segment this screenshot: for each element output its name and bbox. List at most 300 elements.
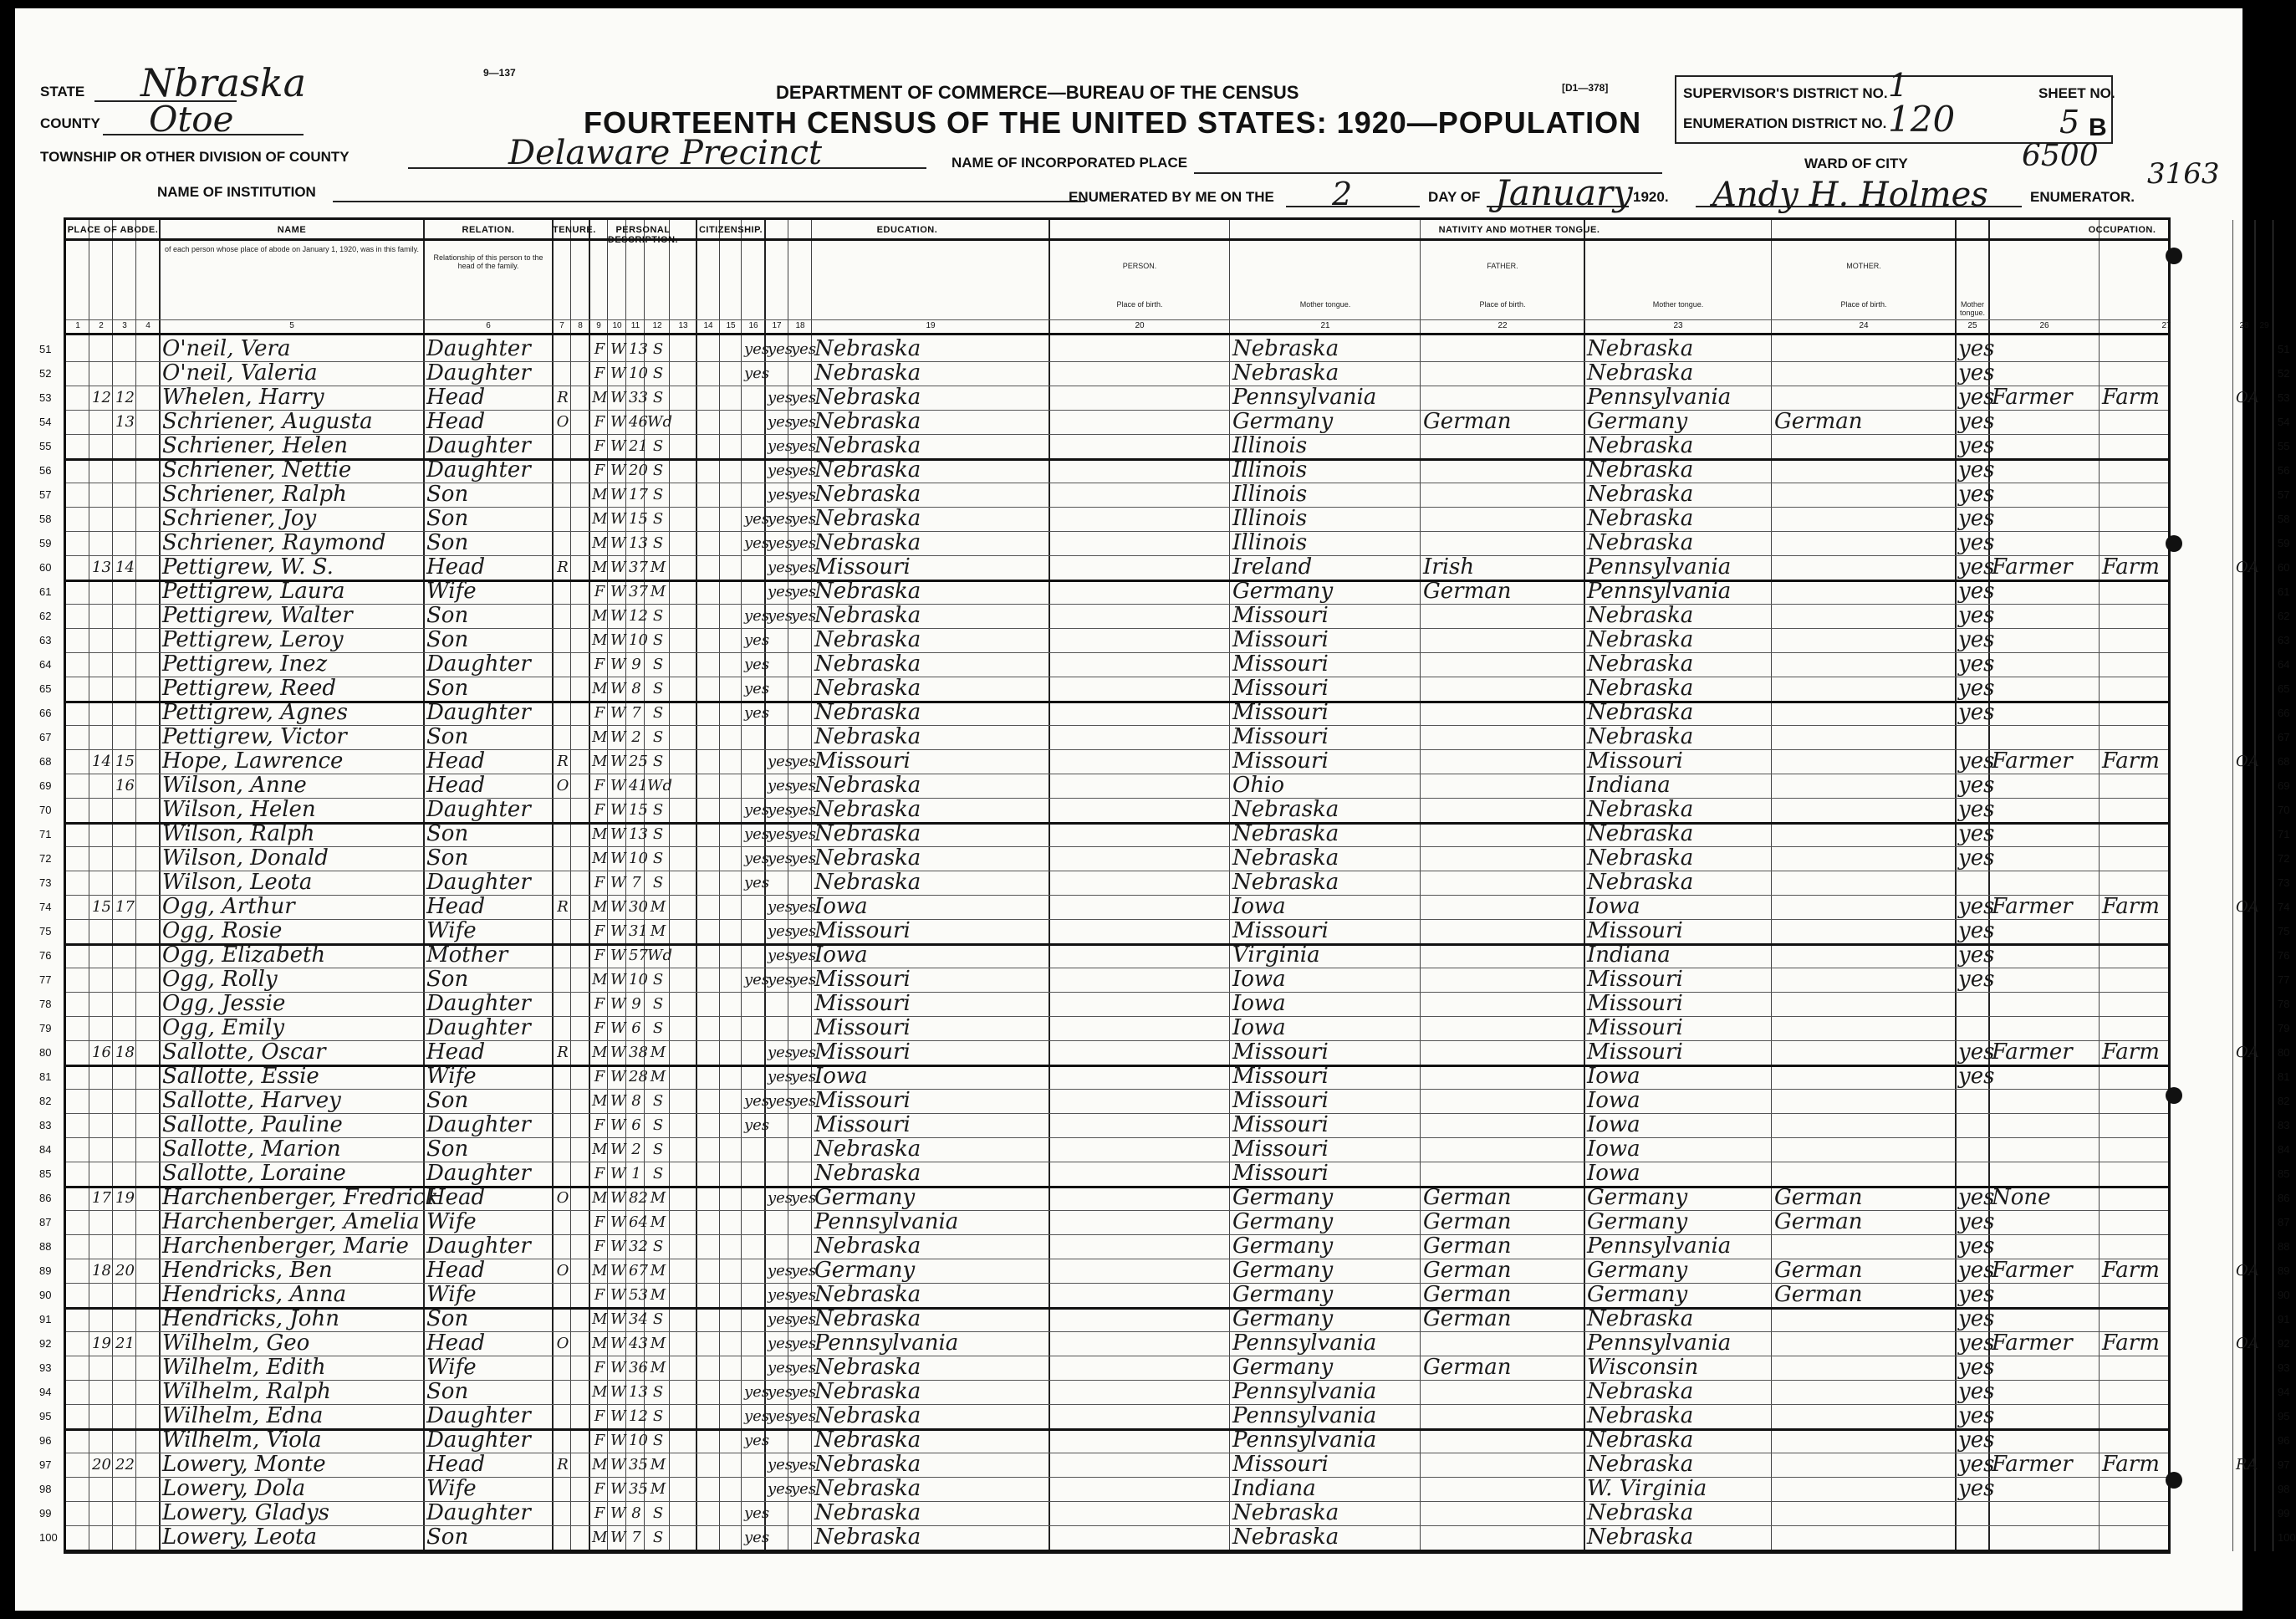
line-number: 95 [39,1410,52,1422]
cell-sex: F [594,1068,605,1085]
cell-read: yes [768,1310,793,1328]
cell-home: R [557,559,569,576]
cell-rel: Son [426,1136,469,1162]
column-group-header: CITIZENSHIP. [698,225,763,235]
line-number: 78 [2278,998,2290,1010]
cell-name: Schriener, Helen [162,433,348,458]
line-number: 65 [39,682,52,695]
cell-cls: OA [2236,1044,2259,1061]
cell-race: W [610,1213,626,1231]
cell-age: 10 [629,850,648,867]
cell-fpob: Pennsylvania [1232,385,1377,410]
cell-pob: Nebraska [814,821,921,846]
cell-name: Wilhelm, Geo [162,1330,310,1356]
cell-eng: yes [1958,1476,1995,1501]
cell-rel: Head [426,748,486,774]
census-year: 1920. [1633,189,1669,205]
cell-fpob: Missouri [1232,724,1329,749]
cell-pob: Nebraska [814,1136,921,1162]
cell-race: W [610,1116,626,1134]
cell-eng: yes [1958,506,1995,531]
table-row [39,530,2290,555]
cell-rel: Daughter [426,1233,531,1259]
cell-mar: S [652,753,664,770]
cell-rel: Daughter [426,360,531,386]
cell-race: W [610,1432,626,1449]
cell-sch: yes [744,631,770,649]
line-number: 67 [2278,731,2290,743]
cell-mar: S [652,995,664,1013]
binder-hole [2166,535,2182,552]
cell-mpob: Iowa [1587,1064,1640,1089]
table-row [39,1525,2296,1550]
cell-mpob: Germany [1587,1185,1688,1210]
cell-eng: yes [1958,1306,1995,1331]
cell-rel: Head [426,409,486,434]
township-value: Delaware Precinct [508,134,823,172]
mother-tongue-subheader: Mother tongue. [1299,300,1351,309]
cell-rel: Son [426,530,469,555]
line-number: 93 [39,1361,52,1374]
line-number: 51 [2278,343,2290,355]
line-number: 64 [39,658,52,671]
cell-fpob: Germany [1232,1233,1334,1259]
table-row [39,870,2290,895]
cell-name: Schriener, Ralph [162,482,347,507]
cell-read: yes [768,801,793,819]
line-number: 55 [2278,440,2290,452]
cell-sex: M [592,1529,608,1546]
cell-sex: F [594,413,605,431]
line-number: 71 [39,828,52,840]
cell-rel: Head [426,385,486,410]
column-number: 4 [145,321,151,330]
ward-label: WARD OF CITY [1804,156,1908,171]
cell-age: 9 [631,656,641,673]
cell-eng: yes [1958,1330,1995,1356]
cell-pob: Nebraska [814,579,921,604]
cell-eng: yes [1958,918,1995,943]
table-row [39,579,2290,604]
cell-write: yes [791,971,817,988]
cell-race: W [610,1092,626,1110]
cell-age: 12 [629,1407,648,1425]
cell-read: yes [768,1189,793,1207]
cell-name: Sallotte, Loraine [162,1161,346,1186]
line-number: 91 [2278,1313,2290,1325]
cell-mar: M [650,583,666,600]
column-number: 17 [772,321,782,330]
line-number: 95 [2278,1410,2290,1422]
column-group-header: EDUCATION. [876,225,938,235]
cell-race: W [610,971,626,988]
cell-ftng: German [1423,1209,1512,1234]
cell-name: Lowery, Leota [162,1525,318,1550]
cell-rel: Daughter [426,457,531,483]
cell-occ: Farmer [1992,1330,2073,1356]
cell-fpob: Iowa [1232,991,1286,1016]
cell-rel: Head [426,1185,486,1210]
cell-race: W [610,874,626,891]
cell-cls: OA [2236,559,2259,576]
cell-mar: Wd [647,413,673,431]
cell-eng: yes [1958,651,1995,677]
cell-rel: Daughter [426,1015,531,1040]
cell-mar: Wd [647,947,673,964]
cell-name: Pettigrew, Reed [162,676,337,701]
line-number: 53 [2278,391,2290,404]
line-number: 65 [2278,682,2290,695]
cell-pob: Missouri [814,1088,911,1113]
place-of-birth-subheader: Place of birth. [1840,300,1887,309]
cell-mpob: Pennsylvania [1587,1330,1732,1356]
cell-age: 12 [629,607,648,625]
cell-fpob: Nebraska [1232,797,1339,822]
cell-pob: Iowa [814,894,868,919]
cell-eng: yes [1958,433,1995,458]
cell-write: yes [791,583,817,600]
cell-rel: Son [426,1379,469,1404]
cell-fam: 18 [115,1044,135,1061]
cell-eng: yes [1958,1403,1995,1428]
cell-race: W [610,1019,626,1037]
cell-fam: 14 [115,559,135,576]
cell-age: 33 [629,389,648,406]
cell-fpob: Missouri [1232,627,1329,652]
cell-rel: Daughter [426,1161,531,1186]
line-number: 69 [39,779,52,792]
cell-dwl: 18 [92,1262,111,1279]
cell-rel: Head [426,773,486,798]
line-number: 66 [39,707,52,719]
cell-fam: 17 [115,898,135,916]
cell-sex: M [592,971,608,988]
cell-home: R [557,898,569,916]
cell-fpob: Indiana [1232,1476,1316,1501]
line-number: 72 [39,852,52,865]
cell-sex: M [592,1141,608,1158]
cell-sex: F [594,777,605,794]
line-number: 58 [2278,513,2290,525]
column-group-header: RELATION. [462,225,515,235]
cell-write: yes [791,607,817,625]
cell-fpob: Germany [1232,1185,1334,1210]
cell-pob: Germany [814,1185,916,1210]
cell-write: yes [791,922,817,940]
cell-name: Ogg, Jessie [162,991,286,1016]
cell-mar: M [650,1189,666,1207]
cell-fpob: Iowa [1232,894,1286,919]
line-number: 99 [2278,1507,2290,1519]
cell-ftng: German [1423,579,1512,604]
cell-eng: yes [1958,676,1995,701]
line-number: 68 [2278,755,2290,768]
cell-sch: yes [744,1383,770,1401]
cell-name: Hendricks, John [162,1306,339,1331]
table-row [39,554,2290,580]
cell-read: yes [768,607,793,625]
cell-sex: F [594,656,605,673]
cell-race: W [610,1286,626,1304]
cell-sex: F [594,874,605,891]
cell-cls: OA [2236,389,2259,406]
line-number: 86 [39,1192,52,1204]
cell-mpob: Nebraska [1587,700,1694,725]
cell-fpob: Ohio [1232,773,1285,798]
cell-name: Hendricks, Ben [162,1258,333,1283]
table-row [39,603,2290,628]
cell-mpob: Nebraska [1587,360,1694,386]
cell-pob: Nebraska [814,773,921,798]
cell-age: 1 [631,1165,641,1182]
cell-age: 7 [631,874,641,891]
column-number: 5 [289,321,294,330]
table-row [39,1355,2290,1380]
column-group-header: PERSONAL DESCRIPTION. [607,225,679,245]
cell-race: W [610,1262,626,1279]
cell-age: 46 [629,413,648,431]
cell-read: yes [768,1407,793,1425]
cell-eng: yes [1958,1185,1995,1210]
cell-mar: M [650,1359,666,1376]
column-number: 13 [678,321,688,330]
form-number: 9—137 [483,67,516,79]
cell-age: 53 [629,1286,648,1304]
cell-fpob: Missouri [1232,1136,1329,1162]
cell-rel: Daughter [426,870,531,895]
cell-fam: 20 [115,1262,135,1279]
cell-race: W [610,1310,626,1328]
cell-race: W [610,1238,626,1255]
cell-write: yes [791,559,817,576]
line-number: 71 [2278,828,2290,840]
cell-fam: 16 [115,777,135,794]
cell-mpob: Pennsylvania [1587,579,1732,604]
cell-ftng: German [1423,1185,1512,1210]
cell-sex: M [592,1092,608,1110]
cell-mpob: Pennsylvania [1587,1233,1732,1259]
cell-ind: Farm [2102,1330,2160,1356]
cell-eng: yes [1958,967,1995,992]
cell-pob: Iowa [814,942,868,968]
cell-rel: Wife [426,1064,477,1089]
cell-age: 10 [629,631,648,649]
cell-age: 15 [629,510,648,528]
column-group-header: NATIVITY AND MOTHER TONGUE. [1438,225,1600,235]
cell-age: 28 [629,1068,648,1085]
line-number: 82 [39,1095,52,1107]
cell-mpob: Nebraska [1587,603,1694,628]
cell-fpob: Nebraska [1232,870,1339,895]
cell-write: yes [791,1383,817,1401]
line-number: 88 [39,1240,52,1253]
cell-read: yes [768,1359,793,1376]
line-number: 52 [39,367,52,380]
column-number: 21 [1320,321,1330,330]
cell-mar: M [650,559,666,576]
cell-sch: yes [744,1529,770,1546]
table-row [39,1427,2290,1453]
cell-fam: 15 [115,753,135,770]
cell-read: yes [768,1383,793,1401]
line-number: 61 [2278,585,2290,598]
column-group-header: PLACE OF ABODE. [67,225,159,235]
column-number: 6 [486,321,491,330]
cell-sch: yes [744,340,770,358]
cell-fpob: Missouri [1232,1112,1329,1137]
cell-cls: OA [2236,1335,2259,1352]
cell-rel: Head [426,1452,486,1477]
cell-read: yes [768,340,793,358]
cell-rel: Daughter [426,1403,531,1428]
cell-write: yes [791,947,817,964]
column-number: 3 [122,321,127,330]
line-number: 93 [2278,1361,2290,1374]
cell-mpob: Germany [1587,409,1688,434]
cell-mpob: Germany [1587,1282,1688,1307]
cell-read: yes [768,1092,793,1110]
cell-sex: M [592,1189,608,1207]
cell-eng: yes [1958,748,1995,774]
cell-mar: S [652,486,664,503]
column-number: 29 [2259,321,2269,330]
cell-mar: S [652,728,664,746]
column-number: 10 [612,321,622,330]
cell-age: 34 [629,1310,648,1328]
cell-name: Whelen, Harry [162,385,324,410]
cell-mpob: Nebraska [1587,627,1694,652]
cell-cls: OA [2236,753,2259,770]
ward-value: 6500 [2022,139,2099,173]
cell-dwl: 14 [92,753,111,770]
cell-mar: M [650,1262,666,1279]
person-subheader: PERSON. [1122,262,1157,270]
table-row [39,1258,2290,1283]
table-row [39,482,2290,507]
cell-write: yes [791,1262,817,1279]
cell-rel: Head [426,1330,486,1356]
cell-pob: Missouri [814,991,911,1016]
table-row [39,1064,2290,1089]
cell-eng: yes [1958,627,1995,652]
line-number: 66 [2278,707,2290,719]
cell-read: yes [768,777,793,794]
cell-mpob: Nebraska [1587,1452,1694,1477]
cell-race: W [610,1383,626,1401]
cell-rel: Daughter [426,1112,531,1137]
column-number: 19 [926,321,936,330]
cell-read: yes [768,437,793,455]
cell-dwl: 16 [92,1044,111,1061]
cell-race: W [610,365,626,382]
cell-home: R [557,753,569,770]
cell-write: yes [791,1092,817,1110]
cell-race: W [610,850,626,867]
cell-sch: yes [744,1504,770,1522]
cell-fpob: Missouri [1232,748,1329,774]
cell-race: W [610,559,626,576]
cell-mpob: Nebraska [1587,1500,1694,1525]
cell-age: 57 [629,947,648,964]
archive-stamp: 3163 [2147,157,2220,191]
cell-ftng: German [1423,1282,1512,1307]
cell-mtng: German [1774,1209,1863,1234]
table-row [39,1088,2290,1113]
column-number: 26 [2039,321,2049,330]
table-row [39,724,2290,749]
line-number: 98 [2278,1483,2290,1495]
table-row [39,1185,2290,1210]
cell-rel: Son [426,506,469,531]
line-number: 90 [39,1289,52,1301]
cell-pob: Missouri [814,554,911,580]
cell-cls: OA [2236,898,2259,916]
cell-mar: S [652,1141,664,1158]
cell-eng: yes [1958,409,1995,434]
column-number: 2 [99,321,104,330]
cell-mpob: Iowa [1587,1112,1640,1137]
cell-ftng: German [1423,1233,1512,1259]
cell-age: 13 [629,534,648,552]
county-label: COUNTY [40,115,100,131]
cell-sex: F [594,995,605,1013]
line-number: 72 [2278,852,2290,865]
cell-mpob: Missouri [1587,748,1683,774]
cell-race: W [610,1359,626,1376]
line-number: 63 [39,634,52,646]
cell-home: O [556,1262,569,1279]
cell-race: W [610,995,626,1013]
line-number: 76 [39,949,52,962]
cell-write: yes [791,486,817,503]
cell-read: yes [768,389,793,406]
cell-ind: Farm [2102,1039,2160,1065]
cell-write: yes [791,801,817,819]
cell-read: yes [768,898,793,916]
cell-sch: yes [744,656,770,673]
line-number: 58 [39,513,52,525]
column-number: 9 [596,321,601,330]
table-row [39,967,2290,992]
cell-name: Wilson, Donald [162,845,329,871]
cell-pob: Nebraska [814,845,921,871]
cell-race: W [610,801,626,819]
cell-ftng: German [1423,1306,1512,1331]
column-number: 8 [578,321,583,330]
cell-name: Harchenberger, Marie [162,1233,409,1259]
cell-fpob: Missouri [1232,918,1329,943]
cell-pob: Nebraska [814,1452,921,1477]
cell-mpob: Nebraska [1587,1379,1694,1404]
cell-occ: Farmer [1992,1258,2073,1283]
line-number: 100 [39,1531,58,1544]
binder-hole [2166,1472,2182,1489]
incorporated-place-label: NAME OF INCORPORATED PLACE [952,155,1188,171]
cell-sch: yes [744,704,770,722]
table-row [39,457,2290,483]
line-number: 98 [39,1483,52,1495]
line-number: 83 [39,1119,52,1131]
cell-name: O'neil, Vera [162,336,291,361]
cell-pob: Pennsylvania [814,1330,959,1356]
cell-sex: M [592,389,608,406]
cell-age: 6 [631,1019,641,1037]
cell-race: W [610,1044,626,1061]
cell-occ: Farmer [1992,385,2073,410]
table-row [39,1403,2290,1428]
cell-fpob: Pennsylvania [1232,1379,1377,1404]
cell-mpob: Germany [1587,1209,1688,1234]
